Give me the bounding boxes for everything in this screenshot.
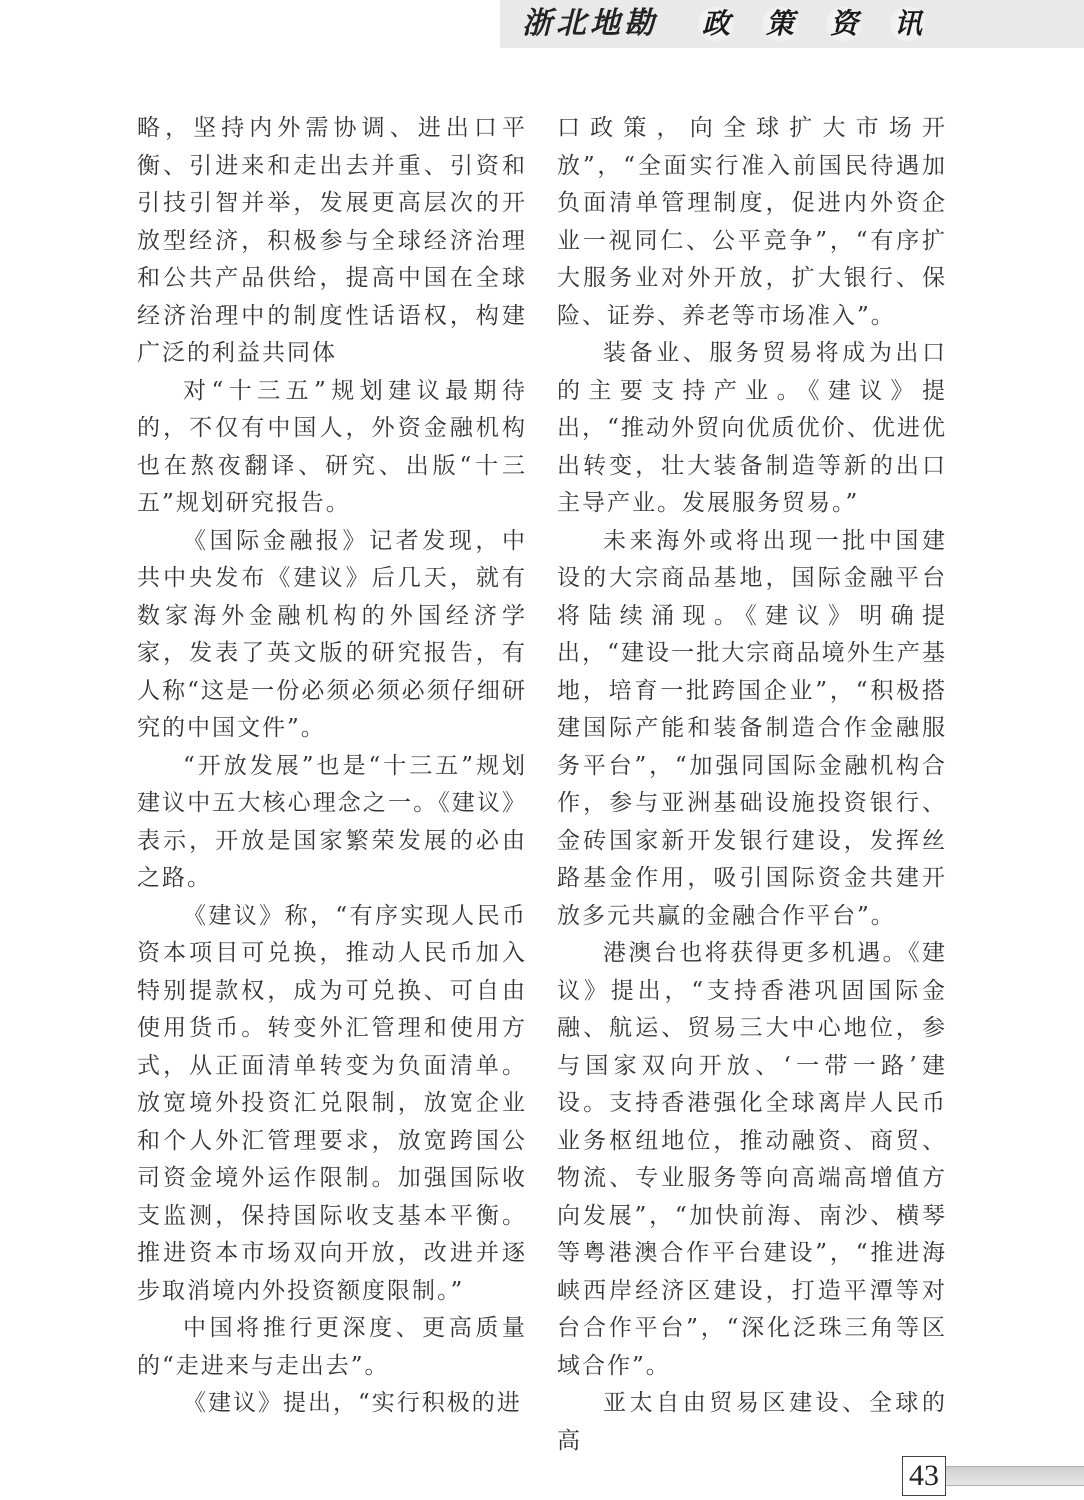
page-number: 43 <box>902 1456 946 1496</box>
section-char: 资 <box>826 6 862 42</box>
paragraph: 亚太自由贸易区建设、全球的高 <box>557 1390 947 1454</box>
paragraph: 未来海外或将出现一批中国建设的大宗商品基地，国际金融平台将陆续涌现。《建议》明确提出，“建设一批大宗商品境外生产基地，培育一批跨国企业”，“积极搭建国际产能和装备制造合作金融服务平台”，“加强同国际金融机构合作，参与亚洲基础设施投资银行、金砖国家新开发银行建设，发挥丝路基金作用，吸引国际资金共建开放多元共赢的金融合作平台”。 <box>557 527 947 929</box>
paragraph: 港澳台也将获得更多机遇。《建议》提出，“支持香港巩固国际金融、航运、贸易三大中心地位，参与国家双向开放、‘一带一路’建设。支持香港强化全球离岸人民币业务枢纽地位，推动融资、商贸、物流、专业服务等向高端高增值方向发展”，“加快前海、南沙、横琴等粤港澳合作平台建设”，“推进海峡西岸经济区建设，打造平潭等对台合作平台”，“深化泛珠三角等区域合作”。 <box>557 940 947 1379</box>
paragraph: 中国将推行更深度、更高质量的“走进来与走出去”。 <box>137 1315 527 1379</box>
paragraph: “开放发展”也是“十三五”规划建议中五大核心理念之一。《建议》表示，开放是国家繁荣发展的必由之路。 <box>137 752 527 891</box>
section-char: 讯 <box>890 6 926 42</box>
page-header <box>500 0 1084 48</box>
right-column <box>557 110 947 1460</box>
section-title <box>698 6 926 42</box>
paragraph: 对“十三五”规划建议最期待的，不仅有中国人，外资金融机构也在熬夜翻译、研究、出版“十三五”规划研究报告。 <box>137 377 527 516</box>
paragraph: 装备业、服务贸易将成为出口的主要支持产业。《建议》提出，“推动外贸向优质优价、优进优出转变，壮大装备制造等新的出口主导产业。发展服务贸易。” <box>557 340 947 516</box>
paragraph: 《建议》提出，“实行积极的进 <box>183 1390 522 1416</box>
journal-title: 浙北地勘 <box>522 6 658 41</box>
paragraph: 《建议》称，“有序实现人民币资本项目可兑换，推动人民币加入特别提款权，成为可兑换、可自由使用货币。转变外汇管理和使用方式，从正面清单转变为负面清单。放宽境外投资汇兑限制，放宽企业和个人外汇管理要求，放宽跨国公司资金境外运作限制。加强国际收支监测，保持国际收支基本平衡。推进资本市场双向开放，改进并逐步取消境内外投资额度限制。” <box>137 902 527 1304</box>
section-char: 政 <box>698 6 734 42</box>
paragraph: 略，坚持内外需协调、进出口平衡、引进来和走出去并重、引资和引技引智并举，发展更高层次的开放型经济，积极参与全球经济治理和公共产品供给，提高中国在全球经济治理中的制度性话语权，构建广泛的利益共同体 <box>137 115 527 366</box>
left-column <box>137 110 527 1423</box>
section-char: 策 <box>762 6 798 42</box>
paragraph: 口政策，向全球扩大市场开放”，“全面实行准入前国民待遇加负面清单管理制度，促进内外资企业一视同仁、公平竞争”，“有序扩大服务业对外开放，扩大银行、保险、证券、养老等市场准入”。 <box>557 115 947 329</box>
page-number-bar <box>944 1466 1084 1486</box>
paragraph: 《国际金融报》记者发现，中共中央发布《建议》后几天，就有数家海外金融机构的外国经济学家，发表了英文版的研究报告，有人称“这是一份必须必须必须仔细研究的中国文件”。 <box>137 527 527 741</box>
